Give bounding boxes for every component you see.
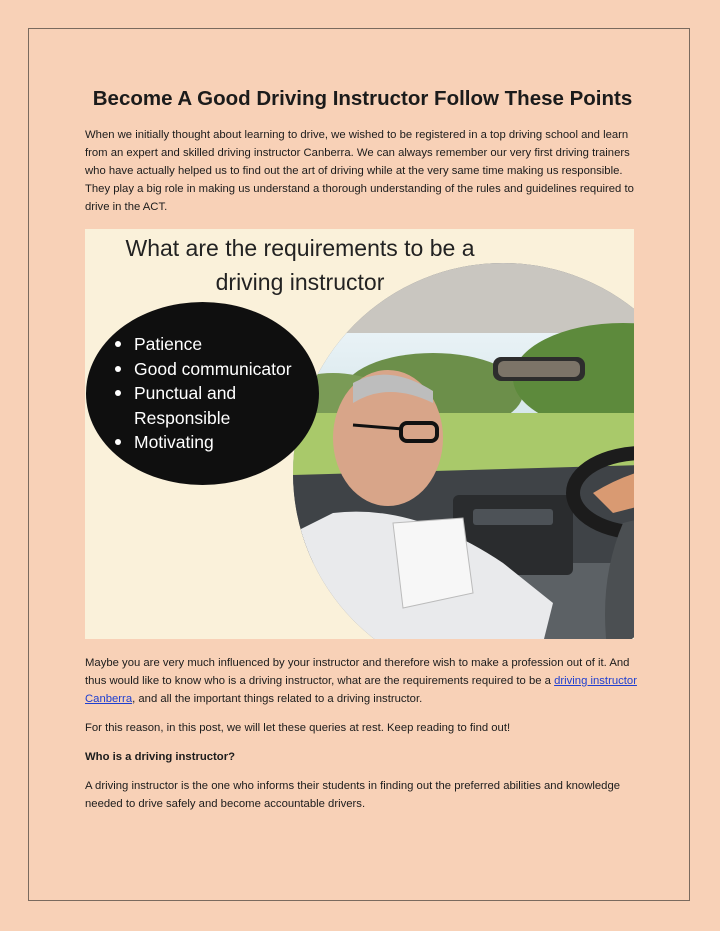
list-item: Punctual and Responsible [112, 381, 284, 430]
hero-title-line-2: driving instructor [215, 269, 385, 295]
section-heading: Who is a driving instructor? [85, 751, 236, 763]
requirements-list [112, 332, 292, 455]
list-item: Motivating [112, 430, 292, 455]
article-title: Become A Good Driving Instructor Follow These Points [92, 87, 633, 110]
list-item: Patience [112, 332, 292, 357]
paragraph-definition: A driving instructor is the one who informs their students in finding out the preferred abilities and knowledge needed to drive safely and become accountable drivers. [85, 780, 621, 810]
list-item: Good communicator [112, 357, 292, 382]
paragraph-influence [85, 654, 640, 708]
paragraph-text: , and all the important things related to a driving instructor. [132, 693, 423, 705]
driving-lesson-photo [293, 263, 634, 639]
article [85, 80, 640, 813]
hero-title-line-1: What are the requirements to be a [125, 235, 475, 261]
paragraph-reason: For this reason, in this post, we will let these queries at rest. Keep reading to find out! [85, 722, 511, 734]
intro-paragraph: When we initially thought about learning to drive, we wished to be registered in a top driving school and learn from an expert and skilled driving instructor Canberra. We can always remember our very first driving trainers who have actually helped us to find out the art of driving while at the very same time making us responsible. They play a big role in making us understand a thorough understanding of the rules and guidelines required to drive in the ACT. [85, 129, 634, 213]
paragraph-text: Maybe you are very much influenced by your instructor and therefore wish to make a profession out of it. And thus would like to know who is a driving instructor, what are the requirements required to be a [85, 657, 630, 687]
requirements-bubble [86, 302, 319, 485]
driving-instructor-canberra-link[interactable]: driving instructor Canberra [85, 675, 637, 705]
hero-image [85, 229, 634, 639]
hero-title [85, 231, 515, 299]
